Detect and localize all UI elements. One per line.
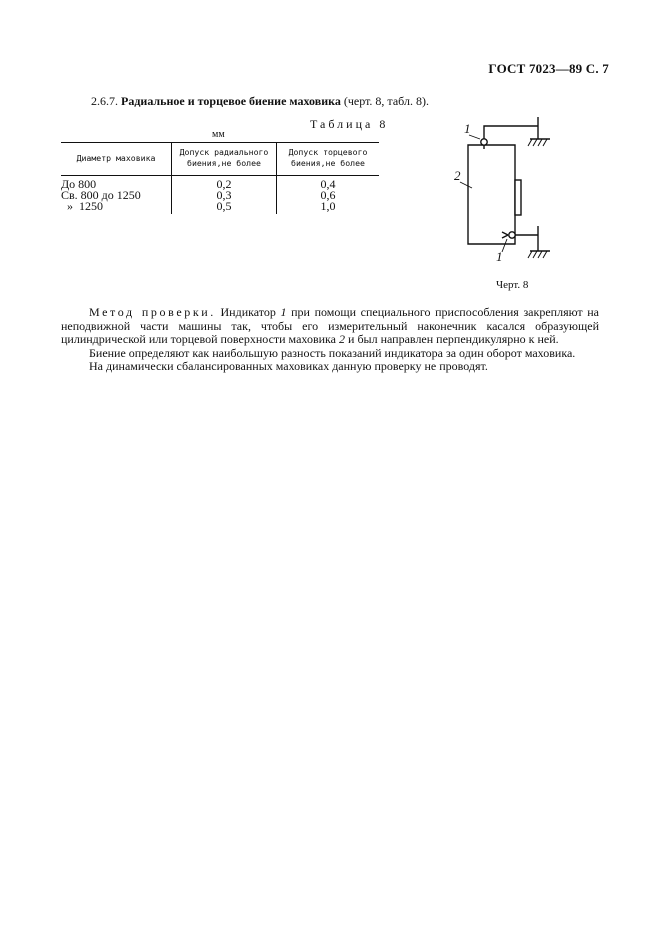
flywheel-body <box>468 145 515 244</box>
table-cell: 0,4 <box>277 176 380 191</box>
clause-number: 2.6.7. <box>91 94 118 108</box>
table-header-axial: Допуск торцевого биения,не более <box>277 143 380 176</box>
table-cell: До 800 <box>61 177 97 191</box>
page-header: ГОСТ 7023—89 С. 7 <box>488 61 609 76</box>
table-cell: Св. 800 до 1250 <box>61 188 141 202</box>
table-caption: Таблица 8 <box>310 117 389 131</box>
label-indicator-top: 1 <box>464 121 471 136</box>
clause-reference: (черт. 8, табл. 8). <box>343 94 429 108</box>
table-cell: 1,0 <box>277 201 380 214</box>
table-cell: 0,3 <box>172 190 277 201</box>
indicator-top-icon <box>481 139 487 145</box>
top-stand <box>484 117 550 145</box>
figure-caption: Черт. 8 <box>496 279 529 291</box>
indicator-bottom-icon <box>509 232 515 238</box>
table-cell: » 1250 <box>61 199 103 213</box>
flywheel-drawing <box>450 115 570 265</box>
text-run: при помощи специального приспособления закрепляют на неподвижной части машины так, чтобы его измерительный наконечник касался образующей цилиндрической или торцевой поверхности маховика <box>61 305 600 346</box>
table-cell: 0,2 <box>172 176 277 191</box>
ref-number: 1 <box>280 305 287 319</box>
clause-heading <box>91 94 429 109</box>
table-header-diameter: Диаметр маховика <box>61 143 172 176</box>
label-indicator-bottom: 1 <box>496 249 503 264</box>
text-run: и был направлен перпендикулярно к ней. <box>345 332 559 346</box>
text-run: Индикатор <box>215 305 281 319</box>
paragraph: На динамически сбалансированных маховиках данную проверку не проводят. <box>89 359 488 373</box>
leader-line <box>469 135 480 139</box>
paragraph: Биение определяют как наибольшую разность показаний индикатора за один оборот маховика. <box>89 345 576 360</box>
table-row <box>61 201 379 214</box>
table-header-radial: Допуск радиального биения,не более <box>172 143 277 176</box>
method-lead: Метод проверки. <box>89 305 216 319</box>
table-unit: мм <box>212 129 225 140</box>
tolerance-table <box>61 142 379 214</box>
method-paragraph <box>61 306 599 347</box>
flywheel-hub <box>515 180 521 215</box>
bottom-ground-hatch <box>528 251 547 258</box>
clause-title: Радиальное и торцевое биение маховика <box>121 94 341 108</box>
ref-number: 2 <box>339 332 346 346</box>
method-text <box>61 306 599 374</box>
top-ground-hatch <box>528 139 547 146</box>
table-cell: 0,6 <box>277 190 380 201</box>
table-cell: 0,5 <box>172 201 277 214</box>
label-flywheel: 2 <box>454 168 461 183</box>
